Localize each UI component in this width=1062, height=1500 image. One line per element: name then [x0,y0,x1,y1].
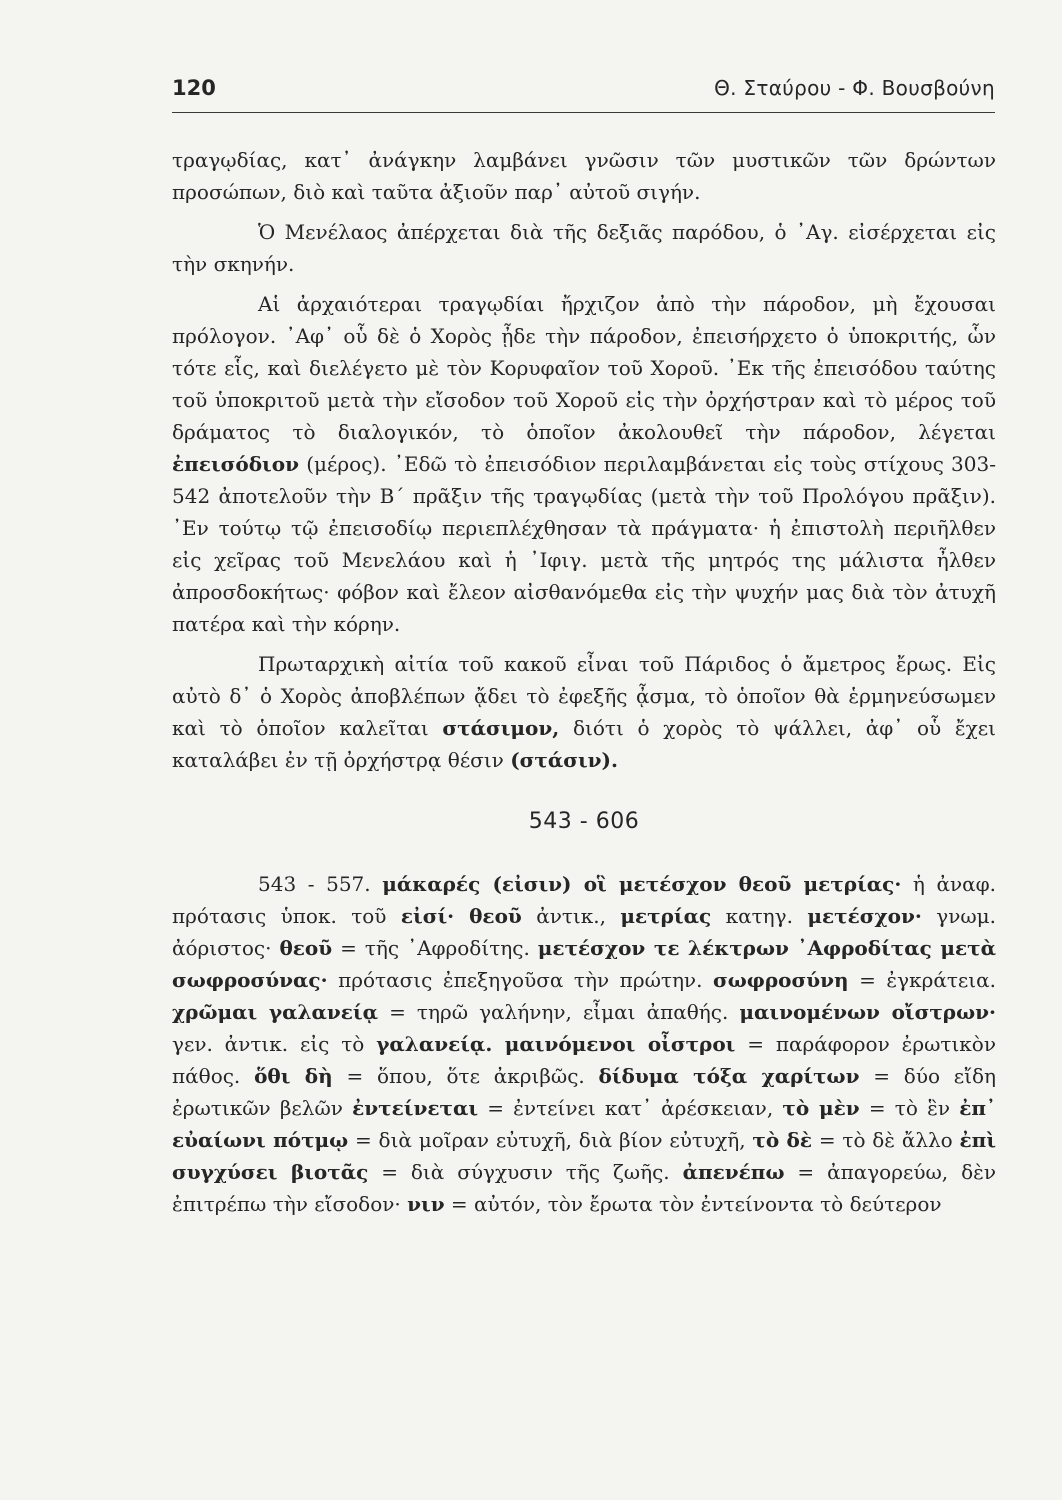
commentary-lemma: ὅθι δὴ [254,1064,333,1088]
commentary-text: = τὸ ἓν [859,1096,960,1120]
commentary-lemma: δίδυμα τόξα χαρίτων [598,1064,860,1088]
commentary-lemma: ἀπενέπω [682,1160,785,1184]
commentary-lemma: μετέσχον· [807,904,922,928]
paragraph: τραγῳδίας, κατ᾿ ἀνάγκην λαμβάνει γνῶσιν τῶν μυστικῶν τῶν δρώντων προσώπων, διὸ καὶ ταῦτα ἀξιοῦν παρ᾿ αὐτοῦ σιγήν. [172,148,996,204]
commentary-text: ἀντικ., [521,904,621,928]
commentary-text: = ἀπαγορεύω, δὲν ἐπιτρέπω τὴν εἴσοδον· [172,1160,997,1216]
page-number: 120 [172,76,216,100]
main-text [172,144,996,1220]
paragraph-text: (μέρος). ᾿Εδῶ τὸ ἐπεισόδιον περιλαμβάνεται εἰς τοὺς στίχους 303-542 ἀποτελοῦν τὴν Β΄ πρᾶξιν τῆς τραγῳδίας (μετὰ τὴν τοῦ Προλόγου πρᾶξιν). ᾿Εν τούτῳ τῷ ἐπεισοδίῳ περιεπλέχθησαν τὰ πράγματα· ἡ ἐπιστολὴ περιῆλθεν εἰς χεῖρας τοῦ Μενελάου καὶ ἡ ᾿Ιφιγ. μετὰ τῆς μητρός της μάλιστα ἦλθεν ἀπροσδοκήτως· φόβον καὶ ἔλεον αἰσθανόμεθα εἰς τὴν ψυχήν μας διὰ τὸν ἀτυχῆ πατέρα καὶ τὴν κόρην. [172,452,996,636]
commentary-text: = διὰ σύγχυσιν τῆς ζωῆς. [368,1160,683,1184]
commentary-lemma: ἐντείνεται [352,1096,479,1120]
commentary-text: 543 - 557. [258,872,383,896]
commentary-text: = τῆς ᾿Αφροδίτης. [332,936,538,960]
paragraph [172,648,996,776]
commentary-lemma: ἐπ᾿ εὐαίωνι πότμῳ [172,1096,997,1152]
commentary-lemma: εἰσί· θεοῦ [400,904,522,928]
commentary-lemma: μετρίας [620,904,712,928]
commentary-lemma: νιν [407,1192,445,1216]
commentary-lemma: γαλανείᾳ. μαινόμενοι οἶστροι [376,1032,736,1056]
paragraph [172,288,996,640]
commentary-lemma: ἐπὶ συγχύσει βιοτᾶς [172,1128,996,1184]
commentary-lemma: μετέσχον τε λέκτρων ᾿Αφροδίτας μετὰ σωφροσύνας· [172,936,996,992]
commentary-text: γνωμ. ἀόριστος· [172,904,997,960]
commentary-lemma: μαινομένων οἴστρων· [739,1000,996,1024]
commentary-text: κατηγ. [711,904,808,928]
page-header [172,74,995,113]
paragraph-text: Αἱ ἀρχαιότεραι τραγῳδίαι ἤρχιζον ἀπὸ τὴν πάροδον, μὴ ἔχουσαι πρόλογον. ᾿Αφ᾿ οὗ δὲ ὁ Χορὸς ᾖδε τὴν πάροδον, ἐπεισήρχετο ὁ ὑποκριτής, ὧν τότε εἷς, καὶ διελέγετο μὲ τὸν Κορυφαῖον τοῦ Χοροῦ. ᾿Εκ τῆς ἐπεισόδου ταύτης τοῦ ὑποκριτοῦ μετὰ τὴν εἴσοδον τοῦ Χοροῦ εἰς τὴν ὀρχήστραν καὶ τὸ μέρος τοῦ δράματος τὸ διαλογικόν, τὸ ὁποῖον ἀκολουθεῖ τὴν πάροδον, λέγεται [172,292,996,444]
commentary-text: = ὅπου, ὅτε ἀκριβῶς. [332,1064,599,1088]
term-epeisodion: ἐπεισόδιον [172,452,299,476]
commentary-text: = δύο εἴδη ἐρωτικῶν βελῶν [172,1064,997,1120]
commentary-text: ἡ ἀναφ. πρότασις ὑποκ. τοῦ [172,872,996,928]
running-head: Θ. Σταύρου - Φ. Βουσβούνη [714,76,995,100]
term-stasin: (στάσιν). [510,748,618,772]
commentary-lemma: σωφροσύνη [713,968,849,992]
paragraph-text: Πρωταρχικὴ αἰτία τοῦ κακοῦ εἶναι τοῦ Πάριδος ὁ ἄμετρος ἔρως. Εἰς αὐτὸ δ᾿ ὁ Χορὸς ἀποβλέπων ᾄδει τὸ ἐφεξῆς ᾆσμα, τὸ ὁποῖον θὰ ἑρμηνεύσωμεν καὶ τὸ ὁποῖον καλεῖται [172,652,996,740]
paragraph-text: διότι ὁ χορὸς τὸ ψάλλει, ἀφ᾿ οὗ ἔχει καταλάβει ἐν τῇ ὀρχήστρᾳ θέσιν [172,716,996,772]
commentary-text: = τηρῶ γαλήνην, εἶμαι ἀπαθής. [378,1000,740,1024]
commentary-text: = παράφορον ἐρωτικὸν πάθος. [172,1032,997,1088]
commentary-paragraph [172,868,996,1220]
commentary-lemma: μάκαρές (εἰσιν) οἳ μετέσχον θεοῦ μετρίας· [382,872,902,896]
paragraph: Ὁ Μενέλαος ἀπέρχεται διὰ τῆς δεξιᾶς παρόδου, ὁ ᾿Αγ. εἰσέρχεται εἰς τὴν σκηνήν. [172,220,996,276]
commentary-text: γεν. ἀντικ. εἰς τὸ [172,1032,377,1056]
commentary-text: = ἐντείνει κατ᾿ ἀρέσκειαν, [478,1096,783,1120]
commentary-lemma: τὸ δὲ [752,1128,813,1152]
section-number: 543 - 606 [528,809,640,834]
commentary-text: = διὰ μοῖραν εὐτυχῆ, διὰ βίον εὐτυχῆ, [348,1128,753,1152]
commentary-text: = ἐγκράτεια. [848,968,996,992]
commentary-lemma: χρῶμαι γαλανείᾳ [172,1000,378,1024]
commentary-text: = τὸ δὲ ἄλλο [812,1128,960,1152]
commentary-lemma: τὸ μὲν [782,1096,860,1120]
commentary-text: πρότασις ἐπεξηγοῦσα τὴν πρώτην. [327,968,713,992]
commentary-text: = αὐτόν, τὸν ἔρωτα τὸν ἐντείνοντα τὸ δεύτερον [444,1192,942,1216]
term-stasimon: στάσιμον, [442,716,560,740]
commentary-lemma: θεοῦ [279,936,333,960]
